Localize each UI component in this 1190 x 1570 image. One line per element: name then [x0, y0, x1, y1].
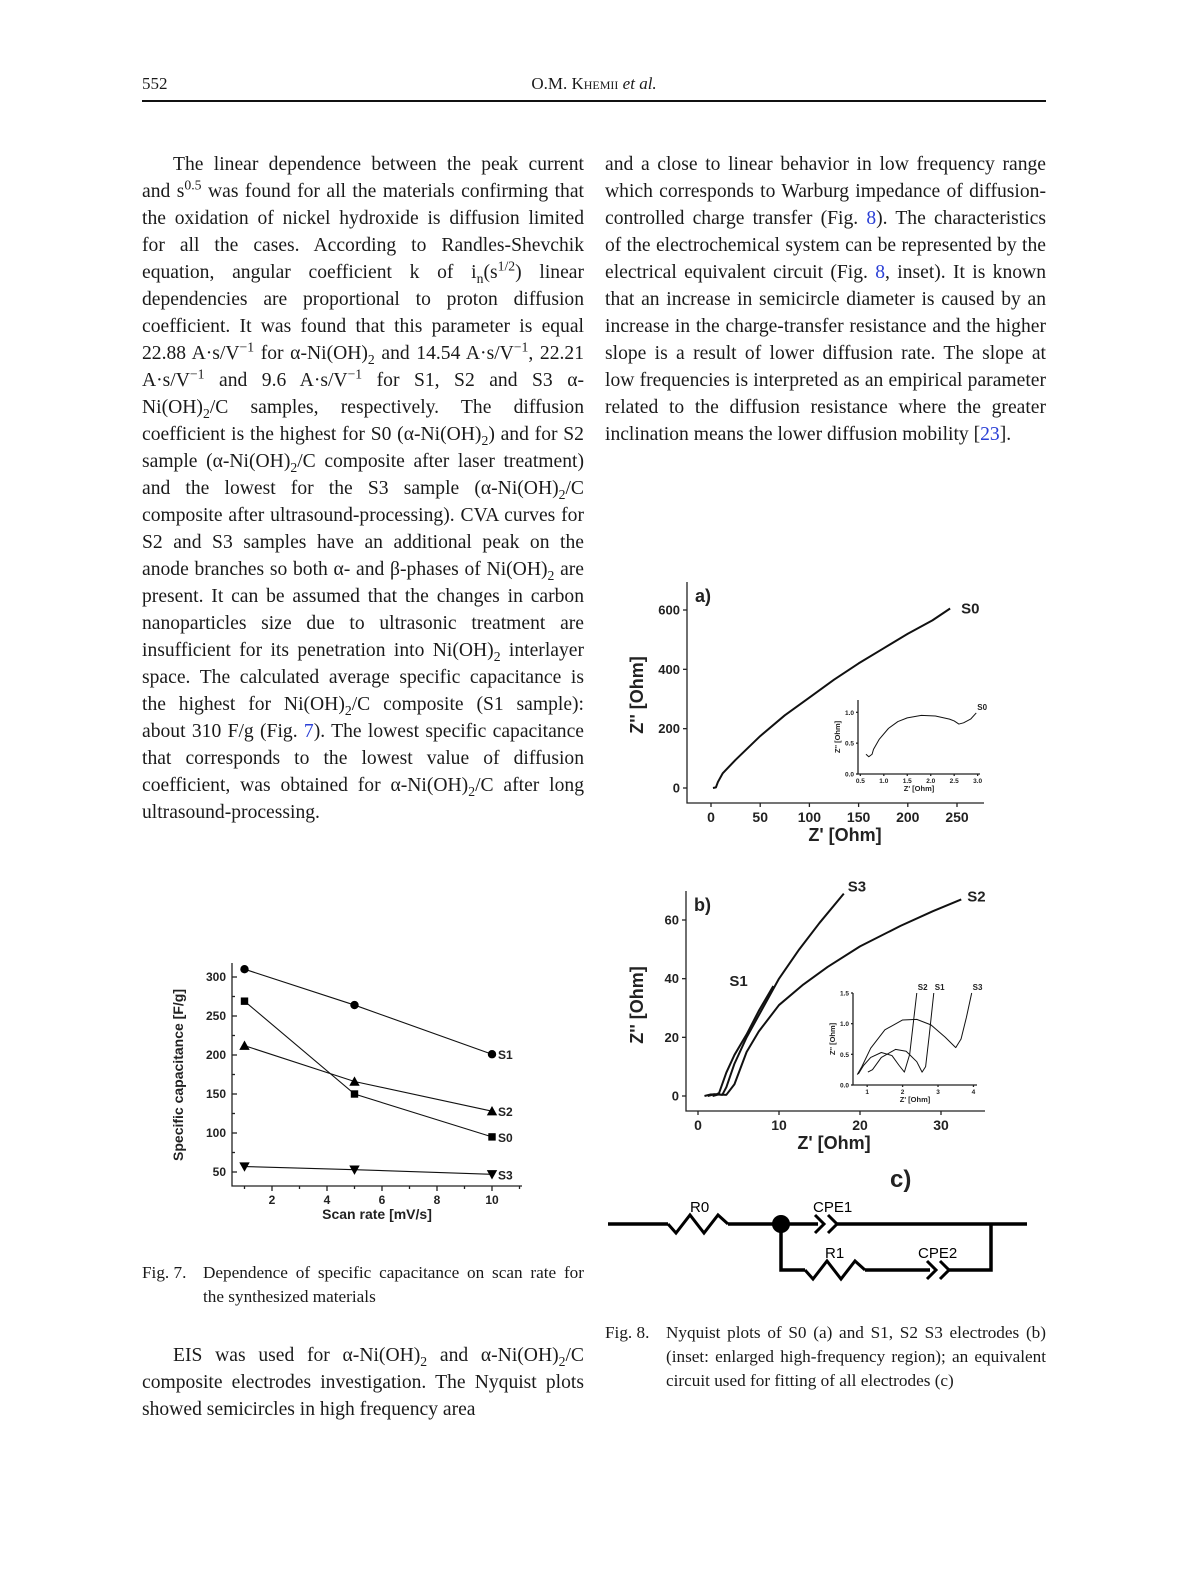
fig8a-inset-xlabel: Z' [Ohm]	[903, 784, 935, 793]
fig8a-ytick-label: 0	[672, 780, 680, 796]
paragraph-diffusion: The linear dependence between the peak current and $s^{0.5}$ was found for all the materials confirming that the oxidation of nickel hydroxide is diffusion limited for all the cases. According to Randles-Shevchik equation, angular coefficient k of $i_n(s^{1/2})$ linear dependencies are proportional to proton diffusion coefficient. It was found that this parameter is equal 22.88 $A\cdot s/V^{-1}$ for $\alpha-Ni(OH)_2$ and 14.54 $A\cdot s/V^{-1}$, 22.21 $A\cdot s/V^{-1}$ and 9.6 $A\cdot s/V^{-1}$ for S1, S2 and S3 $\alpha-Ni(OH)_2/C$ samples, respectively. The diffusion coefficient is the highest for S0 $(\alpha-Ni(OH)_2)$ and for S2 sample ($\alpha-Ni(OH)_2/C$ composite after laser treatment) and the lowest for the S3 sample ($\alpha-Ni(OH)_2/C$ composite after ultrasound-processing). CVA curves for S2 and S3 samples have an additional peak on the anode branches so both α- and β-phases of $Ni(OH)_2$ are present. It can be assumed that the changes in carbon nanoparticles size due to ultrasonic treatment are insufficient for its penetration into $Ni(OH)_2$ interlayer space. The calculated average specific capacitance is the highest for $Ni(OH)_2/C$ composite (S1 sample): about 310 F/g (Fig. 7). The lowest specific capacitance that corresponds to the lowest value of diffusion coefficient, was obtained for $\alpha-Ni(OH)_2/C$ after long ultrasound-processing.	[142, 154, 585, 823]
fig8b-inset-xtick-label: 1	[865, 1089, 869, 1096]
fig7-ylabel: Specific capacitance [F/g]	[170, 989, 186, 1161]
fig8a-inset-series-label-S0: S0	[977, 702, 988, 712]
fig8b-xtick-label: 20	[852, 1117, 868, 1133]
fig8b-chart	[627, 879, 986, 1153]
label-r1: R1	[825, 1245, 845, 1262]
fig8b-inset-series-label-S1: S1	[934, 983, 945, 992]
running-head-initials: O.M.	[531, 74, 572, 93]
fig8a-inset-xtick-label: 3.0	[973, 778, 983, 785]
fig7-xtick-label: 6	[378, 1193, 386, 1207]
fig8a-series-line-S0	[713, 609, 950, 788]
fig8a-inset-xtick-label: 0.5	[855, 778, 865, 785]
fig7-series-label-S2: S2	[498, 1105, 513, 1120]
fig8b-series-label-S2: S2	[967, 888, 986, 906]
fig8a-inset-ytick-label: 0.0	[844, 771, 854, 779]
fig8b-ytick-label: 20	[664, 1029, 679, 1045]
resistor-r0-symbol	[668, 1215, 728, 1233]
fig8b-panel-label: b)	[694, 895, 711, 915]
fig8b-inset-xtick-label: 4	[971, 1089, 976, 1096]
fig7-ytick-label: 50	[212, 1165, 226, 1179]
page-number: 552	[142, 74, 168, 93]
fig8a-inset-xtick-label: 2.0	[926, 778, 936, 785]
fig8b-ytick-label: 40	[664, 971, 679, 987]
fig7-series-line-S1	[245, 969, 493, 1054]
fig8-caption-label: Fig. 8.	[605, 1323, 650, 1342]
fig8a-xtick-label: 250	[945, 809, 969, 825]
fig8b-inset-series-line-S2	[858, 993, 916, 1074]
cpe2-symbol	[927, 1261, 949, 1279]
fig8a-inset-series-line-S0	[866, 713, 976, 757]
fig7-ytick-label: 200	[205, 1048, 226, 1062]
fig8a-panel-label: a)	[695, 586, 712, 606]
paragraph-eis-continued: and a close to linear behavior in low frequency range which corresponds to Warburg impedance of diffusion-controlled charge transfer (Fig. 8). The characteristics of the electrochemical system can be represented by the electrical equivalent circuit (Fig. 8, inset). It is known that an increase in semicircle diameter is caused by an increase in the charge-transfer resistance and the higher slope is a result of lower diffusion rate. The slope at low frequencies is interpreted as an empirical parameter related to the diffusion resistance where the greater inclination means the lower diffusion mobility [23].	[605, 154, 1046, 445]
fig7-series-line-S3	[245, 1167, 493, 1175]
fig7-series-label-S1: S1	[498, 1048, 513, 1063]
fig8b-inset-ytick-label: 0.5	[839, 1051, 849, 1059]
fig7-xtick-label: 4	[323, 1193, 331, 1207]
fig8a-xtick-label: 200	[896, 809, 920, 825]
fig8a-ytick-label: 200	[658, 721, 680, 737]
fig7-point-S3	[487, 1170, 497, 1179]
resistor-r1-symbol	[805, 1261, 865, 1279]
fig7-point-S1	[488, 1050, 496, 1058]
fig8b-inset-xtick-label: 2	[900, 1089, 905, 1096]
fig7-xtick-label: 2	[268, 1193, 276, 1207]
fig7-point-S2	[349, 1076, 359, 1085]
fig7-caption-label: Fig. 7.	[142, 1263, 187, 1282]
fig8b-series-label-S3: S3	[847, 878, 867, 896]
running-head-surname: Khemii	[571, 74, 619, 93]
fig8b-ytick-label: 0	[671, 1088, 679, 1104]
fig7-series-line-S2	[245, 1046, 493, 1112]
citation-link-23[interactable]: 23	[980, 424, 1000, 445]
fig7-series-line-S0	[245, 1001, 493, 1137]
cpe1-symbol	[815, 1215, 837, 1233]
fig8a-xtick-label: 150	[846, 809, 871, 825]
fig8a-ylabel: Z'' [Ohm]	[627, 656, 647, 734]
fig7-series-label-S0: S0	[498, 1130, 513, 1145]
fig8a-inset-ytick-label: 1.0	[844, 709, 854, 717]
fig8a-inset-xtick-label: 2.5	[949, 778, 959, 785]
fig7-point-S1	[350, 1001, 358, 1009]
fig8a-xlabel: Z' [Ohm]	[808, 825, 882, 845]
fig8b-xtick-label: 0	[694, 1117, 702, 1133]
fig8a-series-label-S0: S0	[961, 600, 980, 618]
fig7-series-label-S3: S3	[498, 1168, 513, 1183]
fig8a-ytick-label: 600	[658, 602, 680, 618]
label-cpe2: CPE2	[918, 1245, 958, 1262]
fig8a-inset-ylabel: Z'' [Ohm]	[833, 720, 842, 754]
fig8a-inset-xtick-label: 1.0	[879, 778, 889, 785]
fig8a-ytick-label: 400	[658, 661, 680, 677]
fig8b-ylabel: Z'' [Ohm]	[627, 966, 647, 1044]
fig8a-inset-ytick-label: 0.5	[844, 740, 854, 748]
fig8-link[interactable]: 8	[875, 262, 886, 283]
fig8b-xtick-label: 10	[771, 1117, 787, 1133]
fig8a-inset-xtick-label: 1.5	[902, 778, 912, 785]
fig8b-series-label-S1: S1	[729, 973, 748, 990]
fig8c-circuit	[608, 1166, 1027, 1279]
fig7-point-S1	[240, 965, 248, 973]
fig7-point-S0	[241, 997, 248, 1004]
fig8b-inset-ytick-label: 1.5	[839, 990, 849, 998]
fig7-ytick-label: 150	[205, 1087, 226, 1101]
fig8b-inset-ytick-label: 0.0	[839, 1082, 849, 1090]
fig8b-inset-xlabel: Z' [Ohm]	[899, 1095, 931, 1104]
label-r0: R0	[690, 1199, 710, 1216]
fig8a-xtick-label: 50	[752, 809, 768, 825]
fig8b-ytick-label: 60	[664, 912, 679, 928]
fig7-xtick-label: 8	[433, 1193, 441, 1207]
fig8b-inset-xtick-label: 3	[936, 1089, 940, 1096]
fig7-link[interactable]: 7	[303, 721, 314, 742]
fig8b-inset-ylabel: Z'' [Ohm]	[828, 1022, 837, 1056]
fig8b-inset-series-label-S2: S2	[917, 983, 928, 992]
fig8b-axes	[686, 891, 985, 1111]
fig7-xlabel: Scan rate [mV/s]	[322, 1206, 432, 1222]
fig8-link[interactable]: 8	[866, 208, 877, 229]
fig8a-xtick-label: 0	[707, 809, 715, 825]
fig8a-chart	[627, 582, 988, 845]
label-cpe1: CPE1	[813, 1199, 853, 1216]
fig7-chart	[170, 963, 522, 1222]
paragraph-eis: EIS was used for $\alpha-Ni(OH)_2$ and $\alpha-Ni(OH)_2/C$ composite electrodes investigation. The Nyquist plots showed semicircles in high frequency area	[142, 1345, 584, 1420]
fig7-point-S0	[488, 1133, 495, 1140]
fig7-ytick-label: 100	[205, 1126, 226, 1140]
fig8b-xtick-label: 30	[933, 1117, 949, 1133]
fig7-axes	[232, 963, 522, 1186]
fig8b-series-line-S2	[708, 899, 962, 1096]
running-head-etal: et al.	[618, 74, 657, 93]
fig8b-series-line-S3	[713, 894, 844, 1096]
fig8b-inset-series-line-S1	[868, 993, 934, 1072]
fig8b-xlabel: Z' [Ohm]	[797, 1133, 871, 1153]
fig8b-inset-ytick-label: 1.0	[839, 1021, 849, 1029]
fig8-caption-text: Nyquist plots of S0 (a) and S1, S2 S3 electrodes (b) (inset: enlarged high-frequency region); an equivalent circuit used for fitting of all electrodes (c)	[666, 1323, 1046, 1390]
fig8b-series-line-S1	[704, 986, 773, 1096]
fig8a-xtick-label: 100	[797, 809, 822, 825]
fig7-caption-text: Dependence of specific capacitance on scan rate for the synthesized materials	[203, 1263, 584, 1306]
circuit-panel-label: c)	[890, 1166, 912, 1193]
fig7-point-S0	[351, 1090, 358, 1097]
fig8a-inset-axes	[858, 700, 980, 774]
fig7-ytick-label: 300	[205, 970, 226, 984]
fig8b-inset-series-line-S3	[857, 993, 971, 1075]
fig7-point-S2	[239, 1040, 249, 1049]
fig7-xtick-label: 10	[485, 1193, 499, 1207]
fig8b-inset-series-label-S3: S3	[972, 983, 983, 992]
fig7-ytick-label: 250	[205, 1009, 226, 1023]
